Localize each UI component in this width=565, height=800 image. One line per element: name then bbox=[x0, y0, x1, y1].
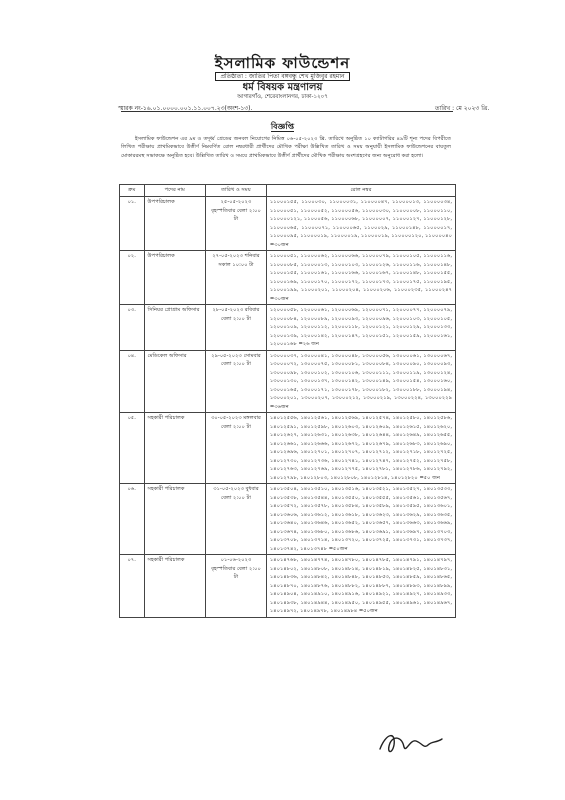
row-rolls: ১১০০০১৫৫, ১১০০০৩০, ১১০০০০৩১, ১১০০০০৪৭, ১১০০০০১৩, ১১০০০০৩৪, ১১০০০০৫১, ১১০০০০৫২, ১১০০০০৫৬, ১১০০০০৩০, ১১০০০০০৮, ১১০০০১১০, ১১০০০০১২১, ১১০০০৫৬, ১১০০০০৬৮, ১১০০০০০৭, ১১০০০১২৭, ১১০০০১২৮, ১১০০০০৬৫, ১১০০০০৭১, ১১০০০০৬৫, ১১০০০২৯, ১১০০০১৪৮, ১১০০০০১৭, ১১০০০০৯৫, ১১০০০০১৯, ১১০০০০১৯, ১১০০০০১৯, ১১০০০০১২০, ১১০০০০৪০ =৩০জন bbox=[266, 197, 455, 251]
row-serial: ০১. bbox=[120, 197, 145, 251]
row-schedule: ৩১-০৫-২০২৩ বুধবার বেলা ২:০০ টা bbox=[206, 484, 267, 555]
row-rolls: ১৪০১২৫৫৬, ১৪০১২৫৬১, ১৪০১২৫৬৯, ১৪০১২৫৭৪, ১৪০১২৫৮০, ১৪০১২৫৮৬, ১৪০১২৫৯১, ১৪০১২৫৯৮, ১৪০১২৬০৩, ১৪০১২৬০৯, ১৪০১২৬১৫, ১৪০১২৬২০, ১৪০১২৬২৭, ১৪০১২৬৩১, ১৪০১২৬৩৮, ১৪০১২৬৪৪, ১৪০১২৬৪৯, ১৪০১২৬৫৫, ১৪০১২৬৬১, ১৪০১২৬৬৬, ১৪০১২৬৭২, ১৪০১২৬৭৯, ১৪০১২৬৮৩, ১৪০১২৬৯০, ১৪০১২৬৯৬, ১৪০১২৭০১, ১৪০১২৭০৭, ১৪০১২৭১২, ১৪০১২৭১৮, ১৪০১২৭২৫, ১৪০১২৭৩০, ১৪০১২৭৩৬, ১৪০১২৭৪১, ১৪০১২৭৪৭, ১৪০১২৭৫২, ১৪০১২৭৫৮, ১৪০১২৭৬৩, ১৪০১২৭৬৯, ১৪০১২৭৭৫, ১৪০১২৭৮১, ১৪০১২৭৮৬, ১৪০১২৭৯২, ১৪০১২৭৯৮, ১৪০১২৮০৩, ১৪০১২৮০৮, ১৪০১২৮১৪, ১৪০১২৮২০ =৫০ জন bbox=[266, 413, 455, 484]
row-schedule: ২৭-০৫-২০২৩ শনিবার সকাল ১০:০০ টা bbox=[206, 251, 267, 305]
row-post: সহকারী পরিচালক bbox=[144, 484, 206, 555]
table-row bbox=[120, 197, 456, 251]
table-row bbox=[120, 413, 456, 484]
header-divider bbox=[121, 111, 453, 112]
header-serial: ক্রম bbox=[120, 185, 145, 197]
row-rolls: ১৪০১৩৫০৪, ১৪০১৩৫১০, ১৪০১৩৫১৬, ১৪০১৩৫২১, ১৪০১৩৫২৭, ১৪০১৩৫৩৩, ১৪০১৩৫৩৮, ১৪০১৩৫৪৪, ১৪০১৩৫৫০, ১৪০১৩৫৫৫, ১৪০১৩৫৬১, ১৪০১৩৫৬৭, ১৪০১৩৫৭২, ১৪০১৩৫৭৮, ১৪০১৩৫৮৪, ১৪০১৩৫৮৯, ১৪০১৩৫৯৫, ১৪০১৩৬০১, ১৪০১৩৬০৬, ১৪০১৩৬১২, ১৪০১৩৬১৮, ১৪০১৩৬২৩, ১৪০১৩৬২৯, ১৪০১৩৬৩৫, ১৪০১৩৬৪০, ১৪০১৩৬৪৬, ১৪০১৩৬৫২, ১৪০১৩৬৫৭, ১৪০১৩৬৬৩, ১৪০১৩৬৬৯, ১৪০১৩৬৭৪, ১৪০১৩৬৮০, ১৪০১৩৬৮৬, ১৪০১৩৬৯১, ১৪০১৩৬৯৭, ১৪০১৩৭০৩, ১৪০১৩৭০৮, ১৪০১৩৭১৪, ১৪০১৩৭২০, ১৪০১৩৭২৫, ১৪০১৩৭৩১, ১৪০১৩৭৩৭, ১৪০১৩৭৪২, ১৪০১৩৭৪৮ =৫০জন bbox=[266, 484, 455, 555]
row-post: মেডিকেল অফিসার bbox=[144, 350, 206, 413]
row-serial: ০৩. bbox=[120, 305, 145, 351]
ministry-name: ধর্ম বিষয়ক মন্ত্রণালয় bbox=[242, 82, 323, 93]
table-header-row bbox=[120, 185, 456, 197]
viva-schedule-table bbox=[119, 184, 456, 618]
signature-icon bbox=[376, 727, 446, 759]
row-serial: ০৫. bbox=[120, 413, 145, 484]
row-post: সহকারী পরিচালক bbox=[144, 555, 206, 618]
table-row bbox=[120, 305, 456, 351]
founder-text: প্রতিষ্ঠাতা : জাতির পিতা বঙ্গবন্ধু শেখ মুজিবুর রহমান bbox=[215, 72, 349, 81]
row-post: উপপরিচালক bbox=[144, 197, 206, 251]
notice-title-text: বিজ্ঞপ্তি bbox=[270, 122, 295, 131]
row-rolls: ১৪০১৪৭৬৮, ১৪০১৪৭৭৪, ১৪০১৪৭৮০, ১৪০১৪৭৮৫, ১৪০১৪৭৯১, ১৪০১৪৭৯৭, ১৪০১৪৮০২, ১৪০১৪৮০৮, ১৪০১৪৮১৪, ১৪০১৪৮১৯, ১৪০১৪৮২৫, ১৪০১৪৮৩১, ১৪০১৪৮৩৬, ১৪০১৪৮৪২, ১৪০১৪৮৪৮, ১৪০১৪৮৫৩, ১৪০১৪৮৫৯, ১৪০১৪৮৬৫, ১৪০১৪৮৭০, ১৪০১৪৮৭৬, ১৪০১৪৮৮২, ১৪০১৪৮৮৭, ১৪০১৪৮৯৩, ১৪০১৪৮৯৯, ১৪০১৪৯০৪, ১৪০১৪৯১০, ১৪০১৪৯১৬, ১৪০১৪৯২১, ১৪০১৪৯২৭, ১৪০১৪৯৩৩, ১৪০১৪৯৩৮, ১৪০১৪৯৪৪, ১৪০১৪৯৫০, ১৪০১৪৯৫৫, ১৪০১৪৯৬১, ১৪০১৪৯৬৭, ১৪০১৪৯৭২, ১৪০১৪৯৭৮, ১৪০১৪৯৮৪ =৫০জন bbox=[266, 555, 455, 618]
date-label: তারিখ : মে ২০২৩ খ্রি. bbox=[435, 105, 490, 112]
header-schedule: তারিখ ও সময় bbox=[206, 185, 267, 197]
table-row bbox=[120, 350, 456, 413]
table-row bbox=[120, 251, 456, 305]
row-schedule: ২৮-০৫-২০২৩ রবিবার বেলা ২:০০ টা bbox=[206, 305, 267, 351]
row-rolls: ১১০০০০৫১, ১১০০০০৬২, ১১০০০০৬৬, ১১০০০০৭৯, ১১০০০১০৫, ১১০০০১১৬, ১১০০০০৮৫, ১১০০০০১৩, ১১০০০১০৩, ১১০০০১২৬, ১১০০০১১৬, ১১০০০১৪৮, ১১০০০১৫৫, ১১০০০১৬১, ১১০০০১৬৬, ১১০০০১৬৭, ১১০০০১৪৮, ১১০০০১৫৫, ১১০০০১৬৯, ১১০০০১৭০, ১১০০০১৭২, ১১০০০১৭৩, ১১০০০১৭৫, ১১০০০১৯৫, ১১০০০১৯৯, ১১০০০২০১, ১১০০০২০৪, ১১০০০২০৬, ১১০০০২৩৫, ১১০০০২৪৭ =৩০জন bbox=[266, 251, 455, 305]
address-line: আগারগাঁও, শেরেবাংলানগর, ঢাকা-১২০৭ bbox=[237, 94, 328, 100]
row-schedule: ০১-০৬-২০২৩ বৃহস্পতিবার বেলা ২:০০ টা bbox=[206, 555, 267, 618]
row-serial: ০৬. bbox=[120, 484, 145, 555]
memo-number: স্মারক নং-১৬.০১.০০০০.০০১.১১.০০৭.২৩(অংশ-১৩). bbox=[118, 105, 253, 112]
row-schedule: ৩০-০৫-২০২৩ মঙ্গলবার বেলা ২:০০ টা bbox=[206, 413, 267, 484]
header-post: পদের নাম bbox=[144, 185, 206, 197]
row-schedule: ২৯-০৫-২০২৩ সোমবার বেলা ২:০০ টা bbox=[206, 350, 267, 413]
row-serial: ০৭. bbox=[120, 555, 145, 618]
notice-title bbox=[0, 121, 565, 134]
table-row bbox=[120, 555, 456, 618]
row-rolls: ১৩০০০০৩৭, ১৩০০০০৪১, ১৩০০০০৪৮, ১৩০০০০৫৬, ১৩০০০০৬১, ১৩০০০০৬৭, ১৩০০০০৭২, ১৩০০০০৭৫, ১৩০০০০৮১, ১৩০০০০৮৪, ১৩০০০০৯০, ১৩০০০০৯৩, ১৩০০০০৯৮, ১৩০০০১০২, ১৩০০০১০৬, ১৩০০০১১১, ১৩০০০১১৯, ১৩০০০১২৪, ১৩০০০১৩০, ১৩০০০১৩৭, ১৩০০০১৪২, ১৩০০০১৪৯, ১৩০০০১৫৪, ১৩০০০১৬০, ১৩০০০১৬৫, ১৩০০০১৭১, ১৩০০০১৭৮, ১৩০০০১৮২, ১৩০০০১৮৮, ১৩০০০১৯৪, ১৩০০০২০১, ১৩০০০২০৭, ১৩০০০২১২, ১৩০০০২১৯, ১৩০০০২২৪, ১৩০০০২২৯ =৩৬জন bbox=[266, 350, 455, 413]
row-serial: ০৪. bbox=[120, 350, 145, 413]
header-roll: রোল নম্বর bbox=[266, 185, 455, 197]
row-rolls: ১২০০০০৫৮, ১২০০০০৬১, ১২০০০০৬৯, ১২০০০০৭১, ১২০০০০৭৭, ১২০০০০৭৯, ১২০০০০৮৪, ১২০০০০৮৯, ১২০০০০৯৩, ১২০০০০৯৬, ১২০০০১০৩, ১২০০০১০৫, ১২০০০১০৯, ১২০০০১১২, ১২০০০১১৮, ১২০০০১২১, ১২০০০১২৯, ১২০০০১৩৩, ১২০০০১৩৯, ১২০০০১৪২, ১২০০০১৪৭, ১২০০০১৫১, ১২০০০১৫৯, ১২০০০১৬১, ১২০০০১৬৮ =২৬ জন bbox=[266, 305, 455, 351]
organization-name: ইসলামিক ফাউন্ডেশন bbox=[214, 54, 351, 72]
notice-body: ইসলামিক ফাউন্ডেশন এর ৯ম ও তদূর্ধ্ব গ্রেডের জনবল নিয়োগের নিমিত্ত ০৬-০৫-২০২৩ খ্রি. তারিখে অনুষ্ঠিত ১০ ক্যাটাগরির ৪৯টি শূন্য পদের বিপরীতে লিখিত পরীক্ষায় প্রাথমিকভাবে উত্তীর্ণ নিম্নবর্ণিত রোল নম্বরধারী প্রার্থীদের মৌখিক পরীক্ষা উল্লিখিত তারিখ ও সময় অনুযায়ী ইসলামিক ফাউন্ডেশনের বায়তুল মোকাররমস্থ সভাকক্ষে অনুষ্ঠিত হবে। উল্লিখিত তারিখ ও সময়ে প্রাথমিকভাবে উত্তীর্ণ প্রার্থীদের মৌখিক পরীক্ষায় অংশগ্রহণের জন্য অনুরোধ করা হলো। bbox=[121, 136, 451, 159]
row-serial: ০২. bbox=[120, 251, 145, 305]
row-post: সিনিয়র প্রোগ্রাম অফিসার bbox=[144, 305, 206, 351]
table-row bbox=[120, 484, 456, 555]
row-post: উপপরিচালক bbox=[144, 251, 206, 305]
row-post: সহকারী পরিচালক bbox=[144, 413, 206, 484]
row-schedule: ২৫-০৫-২০২৩ বৃহস্পতিবার বেলা ২:০০ টা bbox=[206, 197, 267, 251]
